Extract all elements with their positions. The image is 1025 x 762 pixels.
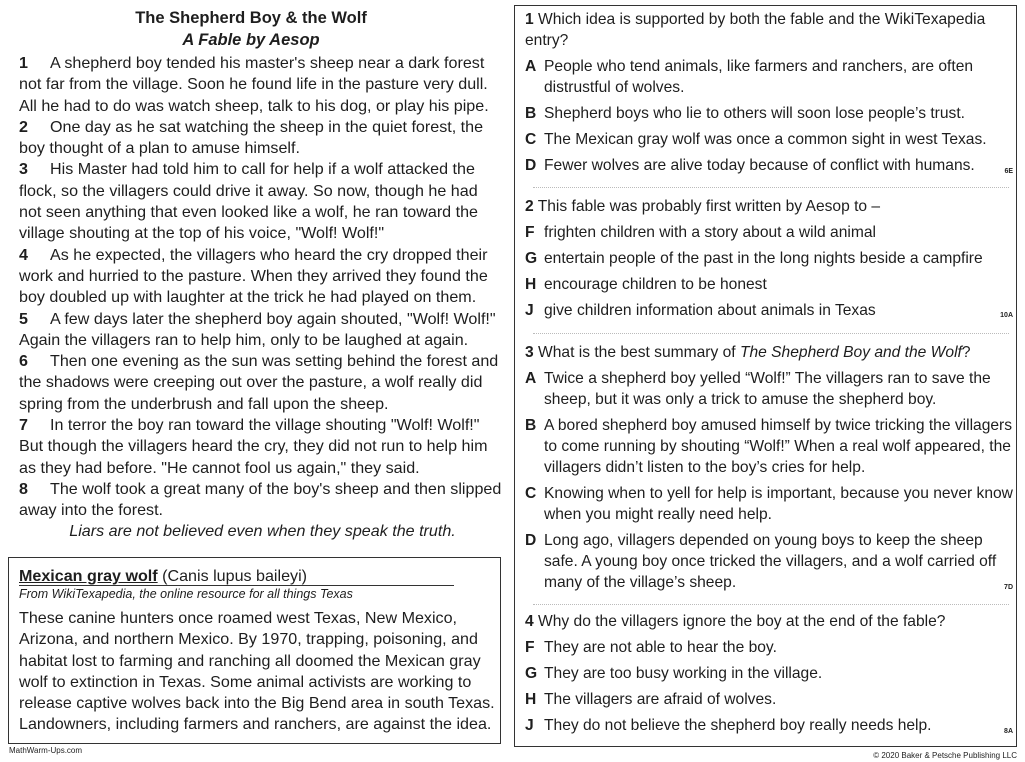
paragraph-number: 8 [19,479,28,498]
divider [533,604,1009,605]
question-4 [525,611,1013,736]
fable-paragraph [19,309,503,352]
answer-option[interactable] [525,483,1013,525]
question-number: 3 [525,344,534,361]
divider [533,333,1009,334]
option-letter: D [525,157,537,174]
fable-paragraph [19,53,503,117]
fable-text [19,53,503,522]
option-text: The Mexican gray wolf was once a common sight in west Texas. [544,131,987,148]
paragraph-text: In terror the boy ran toward the village shouting "Wolf! Wolf!" But though the villagers heard the cry, they did not run to help him as they had before. "He cannot fool us again," they said. [19,416,488,477]
answer-option[interactable] [525,368,1013,410]
answer-option[interactable] [525,129,1013,150]
divider [533,187,1009,188]
paragraph-text: His Master had told him to call for help if a wolf attacked the flock, so the villagers could drive it away. So now, though he had not seen anything that even looked like a wolf, he ran toward the village shouting at the top of his voice, "Wolf! Wolf!" [19,160,478,243]
fable-paragraph [19,159,503,244]
option-text: They do not believe the shepherd boy really needs help. [544,717,932,734]
option-letter: F [525,639,535,656]
fable-paragraph [19,415,503,479]
fable-paragraph [19,479,503,522]
answer-option[interactable] [525,663,1013,684]
answer-option[interactable] [525,300,1013,321]
answer-option[interactable] [525,222,1013,243]
question-text: What is the best summary of [533,344,740,361]
option-letter: D [525,532,537,549]
option-text: entertain people of the past in the long nights beside a campfire [544,250,983,267]
question-number: 2 [525,198,534,215]
option-letter: B [525,417,537,434]
question-number: 4 [525,613,534,630]
option-text: encourage children to be honest [544,276,767,293]
answer-option[interactable] [525,715,1013,736]
paragraph-number: 6 [19,352,28,371]
wiki-entry-box [8,557,501,744]
question-text: This fable was probably first written by Aesop to – [533,198,881,215]
option-text: Fewer wolves are alive today because of conflict with humans. [544,157,975,174]
question-stem [525,342,1013,363]
question-number: 1 [525,11,534,28]
answer-option[interactable] [525,689,1013,710]
option-text: A bored shepherd boy amused himself by twice tricking the villagers to come running by shouting “Wolf!” When a real wolf appeared, the villagers didn’t listen to the boy’s cries for help. [544,417,1013,476]
paragraph-text: A few days later the shepherd boy again shouted, "Wolf! Wolf!" Again the villagers ran to help him, only to be laughed at again. [19,309,496,349]
wiki-body: These canine hunters once roamed west Texas, New Mexico, Arizona, and northern Mexico. By 1970, trapping, poisoning, and habitat lost to farming and ranching all doomed the Mexican gray wolf to extinction in Texas. Some animal activists are working to release captive wolves back into the Big Bend area in south Texas. Landowners, including farmers and ranchers, are against the idea. [19,609,495,734]
fable-paragraph [19,351,503,415]
question-stem [525,611,1013,632]
paragraph-number: 5 [19,309,28,328]
fable-paragraph [19,245,503,309]
option-text: Knowing when to yell for help is important, because you never know when you might really need help. [544,485,1013,523]
answer-option[interactable] [525,637,1013,658]
option-letter: H [525,691,537,708]
paragraph-number: 4 [19,245,28,264]
question-text-title: The Shepherd Boy and the Wolf [739,344,962,361]
option-letter: A [525,58,537,75]
standard-code: 8A [1004,728,1013,735]
option-letter: J [525,302,534,319]
fable-moral: Liars are not believed even when they speak the truth. [69,522,456,540]
answer-option[interactable] [525,56,1013,98]
option-letter: B [525,105,537,122]
paragraph-text: A shepherd boy tended his master's sheep near a dark forest not far from the village. Soon he found life in the pasture very dull. All he had to do was watch sheep, talk to his dog, or play his pipe. [19,54,489,115]
answer-option[interactable] [525,103,1013,124]
fable-title: The Shepherd Boy & the Wolf [135,9,367,27]
option-text: Shepherd boys who lie to others will soon lose people’s trust. [544,105,965,122]
option-text: frighten children with a story about a wild animal [544,224,876,241]
answer-option[interactable] [525,155,1013,176]
question-text: Why do the villagers ignore the boy at the end of the fable? [533,613,946,630]
answer-option[interactable] [525,274,1013,295]
option-text: give children information about animals in Texas [544,302,876,319]
paragraph-text: One day as he sat watching the sheep in the quiet forest, the boy thought of a plan to amuse himself. [19,117,484,158]
paragraph-number: 3 [19,160,28,179]
fable-paragraph [19,117,503,160]
option-letter: H [525,276,537,293]
paragraph-number: 2 [19,117,28,136]
fable-subtitle: A Fable by Aesop [182,31,320,49]
option-letter: J [525,717,534,734]
wiki-heading-latin: (Canis lupus baileyi) [157,567,308,585]
questions-panel [514,5,1017,747]
answer-option[interactable] [525,415,1013,478]
standard-code: 6E [1004,168,1013,175]
option-text: The villagers are afraid of wolves. [544,691,777,708]
paragraph-number: 1 [19,54,28,72]
standard-code: 10A [1000,312,1013,319]
wiki-source: From WikiTexapedia, the online resource for all things Texas [19,587,353,601]
question-2 [525,196,1013,321]
question-stem [525,9,1013,51]
option-text: They are too busy working in the village. [544,665,823,682]
standard-code: 7D [1004,584,1013,591]
question-stem [525,196,1013,217]
answer-option[interactable] [525,248,1013,269]
wiki-heading-name: Mexican gray wolf [19,567,158,585]
option-letter: F [525,224,535,241]
option-letter: C [525,485,537,502]
paragraph-text: Then one evening as the sun was setting behind the forest and the shadows were creeping out over the pasture, a wolf really did spring from the underbrush and fall upon the sheep. [19,352,499,413]
question-3 [525,342,1013,593]
question-text-end: ? [961,344,971,361]
question-text: Which idea is supported by both the fable and the WikiTexapedia entry? [525,11,986,49]
paragraph-text: As he expected, the villagers who heard the cry dropped their work and hurried to the pasture. When they arrived they found the boy doubled up with laughter at the trick he had played on them. [19,245,488,307]
answer-option[interactable] [525,530,1013,593]
option-letter: G [525,665,538,682]
option-text: People who tend animals, like farmers and ranchers, are often distrustful of wolves. [544,58,974,96]
option-letter: C [525,131,537,148]
option-letter: A [525,370,537,387]
paragraph-number: 7 [19,416,28,435]
footer-copyright: © 2020 Baker & Petsche Publishing LLC [873,751,1017,760]
question-1 [525,9,1013,176]
option-text: Twice a shepherd boy yelled “Wolf!” The villagers ran to save the sheep, but it was only a trick to amuse the shepherd boy. [544,370,991,408]
wiki-heading [19,567,454,586]
option-text: Long ago, villagers depended on young boys to keep the sheep safe. A young boy once tricked the villagers, and a wolf carried off many of the village’s sheep. [544,532,997,591]
option-letter: G [525,250,538,267]
footer-site: MathWarm-Ups.com [9,746,83,755]
paragraph-text: The wolf took a great many of the boy's sheep and then slipped away into the forest. [19,479,502,520]
option-text: They are not able to hear the boy. [544,639,777,656]
